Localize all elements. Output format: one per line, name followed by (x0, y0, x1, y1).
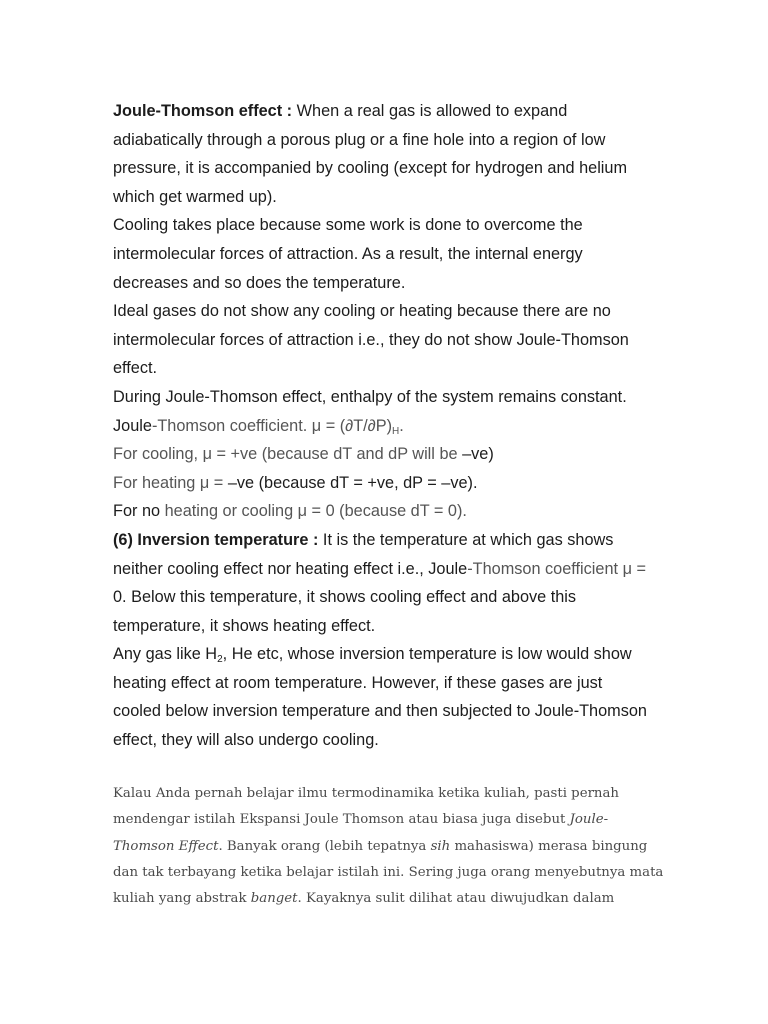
paragraph-any-gas: Any gas like $H_2$, He etc, whose inversion temperature is low would show heating effect at room temperature. However, if these gases are just cooled below inversion temperature and then subjected to Joule-Thomson effect, they will also undergo cooling. (113, 645, 647, 750)
heading-inversion-temperature: (6) Inversion temperature : (113, 530, 319, 549)
line-for-no-heating-or-cooling: For no heating or cooling μ = 0 (because dT = 0). (113, 502, 467, 521)
line-for-cooling: For cooling, μ = +ve (because dT and dP will be –ve) (113, 445, 494, 464)
paragraph-enthalpy-constant: During Joule-Thomson effect, enthalpy of the system remains constant. (113, 387, 627, 406)
paragraph-joule-thomson-definition: Joule-Thomson effect : When a real gas is allowed to expand adiabatically through a porous plug or a fine hole into a region of low pressure, it is accompanied by cooling (except for hydrogen and helium which get warmed up). (113, 102, 628, 206)
indonesian-section: Kalau Anda pernah belajar ilmu termodinamika ketika kuliah, pasti pernah mendengar istilah Ekspansi Joule Thomson atau biasa juga disebut Joule- Thomson Effect. Banyak orang (lebih tepatnya sih mahasiswa) merasa bingung dan tak terbayang ketika belajar istilah ini. Sering juga orang menyebutnya mata kuliah yang abstrak banget. Kayaknya sulit dilihat atau diwujudkan dalam (113, 786, 664, 907)
line-for-heating: For heating μ = –ve (because dT = +ve, dP = –ve). (113, 473, 478, 492)
paragraph-cooling-reason: Cooling takes place because some work is done to overcome the intermolecular forces of attraction. As a result, the internal energy decreases and so does the temperature. (113, 216, 583, 292)
english-section (113, 97, 656, 755)
paragraph-inversion-temperature: (6) Inversion temperature : It is the temperature at which gas shows neither cooling effect nor heating effect i.e., Joule-Thomson coefficient μ = 0. Below this temperature, it shows cooling effect and above this temperature, it shows heating effect. (113, 530, 646, 635)
line-coefficient: Joule-Thomson coefficient. $\mu = (\partial T/\partial P)_H$. (113, 416, 404, 437)
heading-joule-thomson-effect: Joule-Thomson effect : (113, 102, 293, 120)
paragraph-ideal-gases: Ideal gases do not show any cooling or heating because there are no intermolecular forces of attraction i.e., they do not show Joule-Thomson effect. (113, 302, 629, 378)
